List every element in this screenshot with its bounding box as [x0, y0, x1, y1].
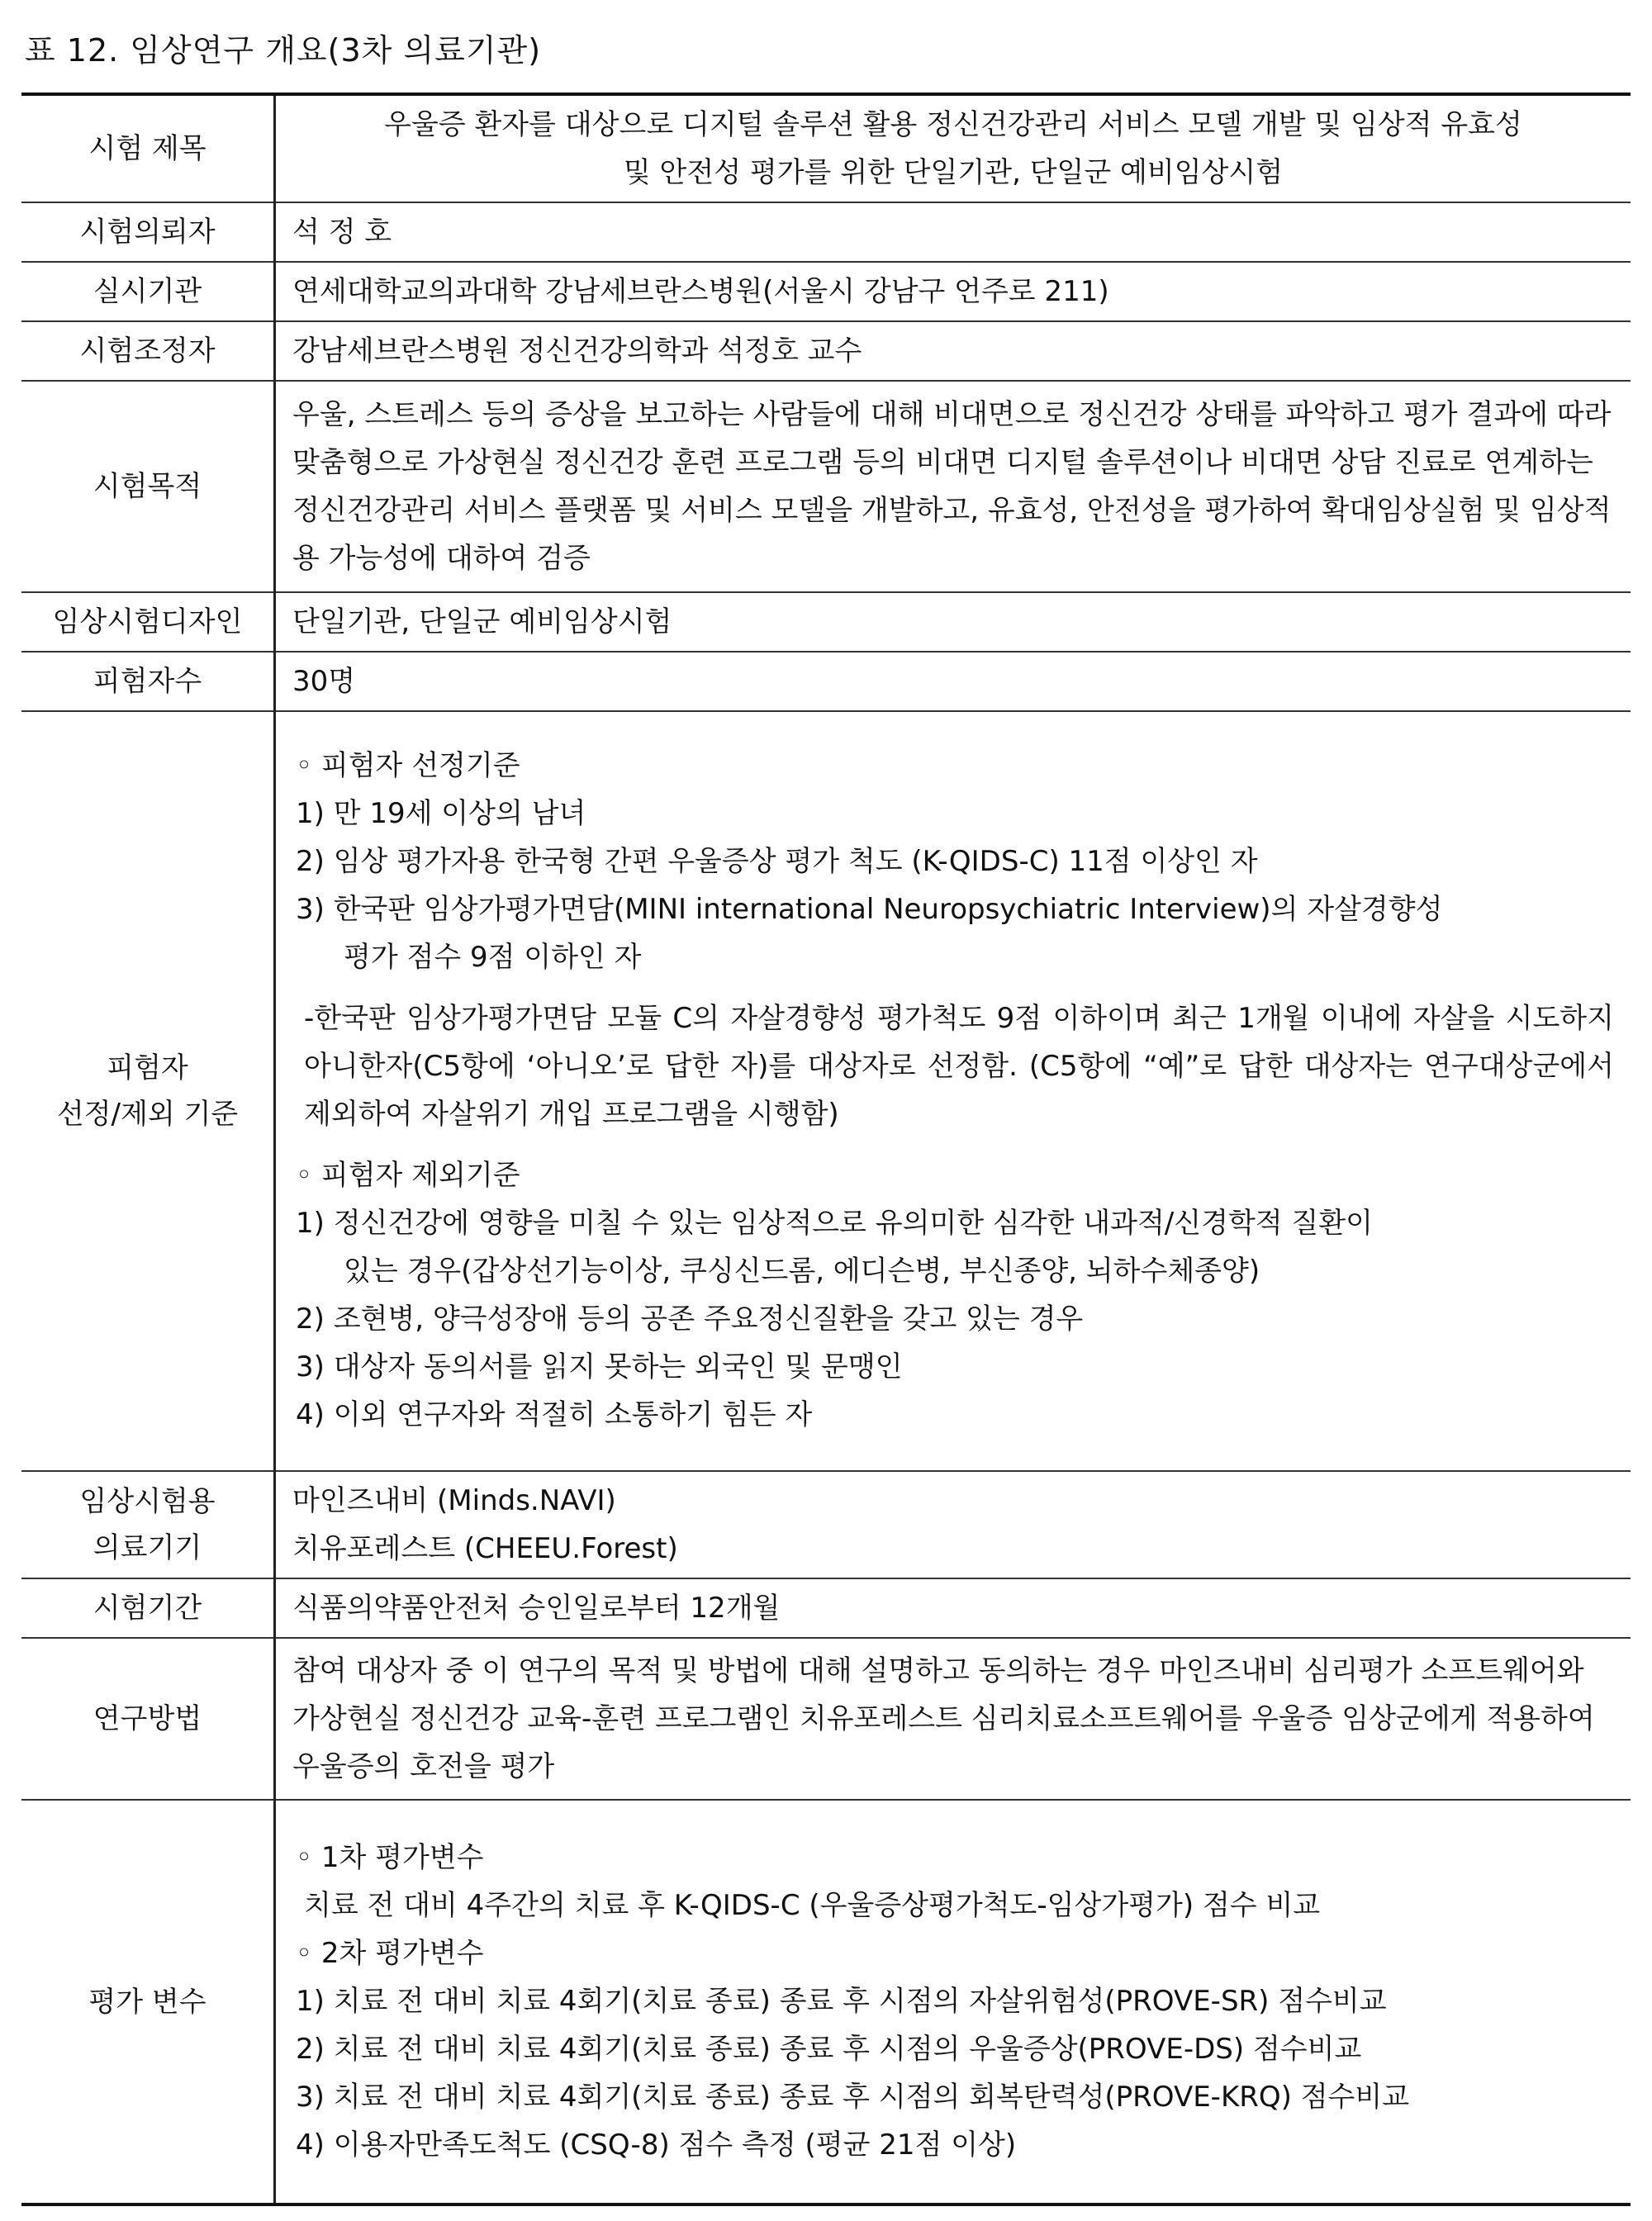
- exclusion-heading: ◦ 피험자 제외기준: [296, 1159, 520, 1192]
- criteria-label-line2: 선정/제외 기준: [56, 1098, 239, 1131]
- period-value: 식품의약품안전처 승인일로부터 12개월: [275, 1578, 1631, 1638]
- purpose-value: 우울, 스트레스 등의 증상을 보고하는 사람들에 대해 비대면으로 정신건강 상태를 파악하고 평가 결과에 따라 맞춤형으로 가상현실 정신건강 훈련 프로그램 등의 비대면 디지털 솔루션이나 비대면 상담 진료로 연계하는 정신건강관리 서비스 플랫폼 및 서비스 모델을 개발하고, 유효성, 안전성을 평가하여 확대임상실험 및 임상적용 가능성에 대하여 검증: [275, 381, 1631, 592]
- primary-endpoint-heading: ◦ 1차 평가변수: [296, 1840, 484, 1874]
- sponsor-value: 석 정 호: [275, 202, 1631, 262]
- study-title-line1: 우울증 환자를 대상으로 디지털 솔루션 활용 정신건강관리 서비스 모델 개발 및 임상적 유효성: [384, 108, 1522, 141]
- exclusion-item: 4) 이외 연구자와 적절히 소통하기 힘든 자: [296, 1398, 813, 1431]
- inclusion-item: 3) 한국판 임상가평가면담(MINI international Neuropsychiatric Interview)의 자살경향성: [296, 893, 1443, 926]
- row-label-device: [21, 1471, 275, 1578]
- inclusion-item: 1) 만 19세 이상의 남녀: [296, 797, 586, 830]
- table-row: [21, 1638, 1631, 1800]
- device-value: [275, 1471, 1631, 1578]
- design-value: 단일기관, 단일군 예비임상시험: [275, 592, 1631, 652]
- spacer: [292, 1138, 1614, 1151]
- table-caption: 표 12. 임상연구 개요(3차 의료기관): [25, 32, 542, 69]
- inclusion-item-continuation: 평가 점수 9점 이하인 자: [344, 941, 642, 974]
- exclusion-item: 1) 정신건강에 영향을 미칠 수 있는 임상적으로 유의미한 심각한 내과적/신경학적 질환이: [296, 1207, 1373, 1240]
- table-row: [21, 652, 1631, 711]
- inclusion-item: 2) 임상 평가자용 한국형 간편 우울증상 평가 척도 (K-QIDS-C) 11점 이상인 자: [296, 845, 1258, 878]
- subjects-value: 30명: [275, 652, 1631, 711]
- inclusion-heading: ◦ 피험자 선정기준: [296, 749, 520, 782]
- device-label-line2: 의료기기: [93, 1531, 202, 1564]
- row-label-criteria: [21, 711, 275, 1471]
- criteria-value: [275, 711, 1631, 1471]
- exclusion-item-continuation: 있는 경우(갑상선기능이상, 쿠싱신드롬, 에디슨병, 부신종양, 뇌하수체종양): [344, 1255, 1260, 1288]
- spacer: [292, 981, 1614, 994]
- device-label-line1: 임상시험용: [79, 1485, 216, 1518]
- row-label-endpoints: 평가 변수: [21, 1800, 275, 2204]
- secondary-endpoint-item: 1) 치료 전 대비 치료 4회기(치료 종료) 종료 후 시점의 자살위험성(PROVE-SR) 점수비교: [296, 1984, 1387, 2018]
- coordinator-value: 강남세브란스병원 정신건강의학과 석정호 교수: [275, 321, 1631, 381]
- table-row: [21, 381, 1631, 592]
- table-row: [21, 202, 1631, 262]
- row-label-sponsor: 시험의뢰자: [21, 202, 275, 262]
- secondary-endpoint-item: 4) 이용자만족도척도 (CSQ-8) 점수 측정 (평균 21점 이상): [296, 2128, 1017, 2162]
- table-row: [21, 711, 1631, 1471]
- row-label-purpose: 시험목적: [21, 381, 275, 592]
- row-label-coordinator: 시험조정자: [21, 321, 275, 381]
- row-label-method: 연구방법: [21, 1638, 275, 1800]
- table-row: [21, 1471, 1631, 1578]
- table-row: [21, 94, 1631, 202]
- table-row: [21, 1800, 1631, 2204]
- inclusion-note: -한국판 임상가평가면담 모듈 C의 자살경향성 평가척도 9점 이하이며 최근 1개월 이내에 자살을 시도하지 아니한자(C5항에 ‘아니오’로 답한 자)를 대상자로 선정함. (C5항에 “예”로 답한 대상자는 연구대상군에서 제외하여 자살위기 개입 프로그램을 시행함): [304, 1002, 1614, 1131]
- table-row: [21, 262, 1631, 321]
- row-label-period: 시험기간: [21, 1578, 275, 1638]
- device-item: 치유포레스트 (CHEEU.Forest): [292, 1532, 678, 1565]
- row-label-site: 실시기관: [21, 262, 275, 321]
- site-value: 연세대학교의과대학 강남세브란스병원(서울시 강남구 언주로 211): [275, 262, 1631, 321]
- secondary-endpoint-item: 2) 치료 전 대비 치료 4회기(치료 종료) 종료 후 시점의 우울증상(PROVE-DS) 점수비교: [296, 2032, 1362, 2066]
- primary-endpoint: 치료 전 대비 4주간의 치료 후 K-QIDS-C (우울증상평가척도-임상가평가) 점수 비교: [304, 1888, 1321, 1922]
- method-value: 참여 대상자 중 이 연구의 목적 및 방법에 대해 설명하고 동의하는 경우 마인즈내비 심리평가 소프트웨어와 가상현실 정신건강 교육-훈련 프로그램인 치유포레스트 심리치료소프트웨어를 우울증 임상군에게 적용하여 우울증의 호전을 평가: [275, 1638, 1631, 1800]
- secondary-endpoint-item: 3) 치료 전 대비 치료 4회기(치료 종료) 종료 후 시점의 회복탄력성(PROVE-KRQ) 점수비교: [296, 2080, 1410, 2114]
- row-label-design: 임상시험디자인: [21, 592, 275, 652]
- endpoints-value: [275, 1800, 1631, 2204]
- device-item: 마인즈내비 (Minds.NAVI): [292, 1484, 616, 1517]
- exclusion-item: 2) 조현병, 양극성장애 등의 공존 주요정신질환을 갖고 있는 경우: [296, 1303, 1084, 1336]
- table-row: [21, 592, 1631, 652]
- study-title-line2: 및 안전성 평가를 위한 단일기관, 단일군 예비임상시험: [623, 156, 1284, 189]
- clinical-study-overview-table: [21, 93, 1631, 2206]
- row-label-title: 시험 제목: [21, 94, 275, 202]
- row-label-subjects: 피험자수: [21, 652, 275, 711]
- secondary-endpoint-heading: ◦ 2차 평가변수: [296, 1936, 484, 1970]
- table-row: [21, 1578, 1631, 1638]
- exclusion-item: 3) 대상자 동의서를 읽지 못하는 외국인 및 문맹인: [296, 1350, 903, 1383]
- criteria-label-line1: 피험자: [107, 1051, 188, 1084]
- study-title: [275, 94, 1631, 202]
- table-row: [21, 321, 1631, 381]
